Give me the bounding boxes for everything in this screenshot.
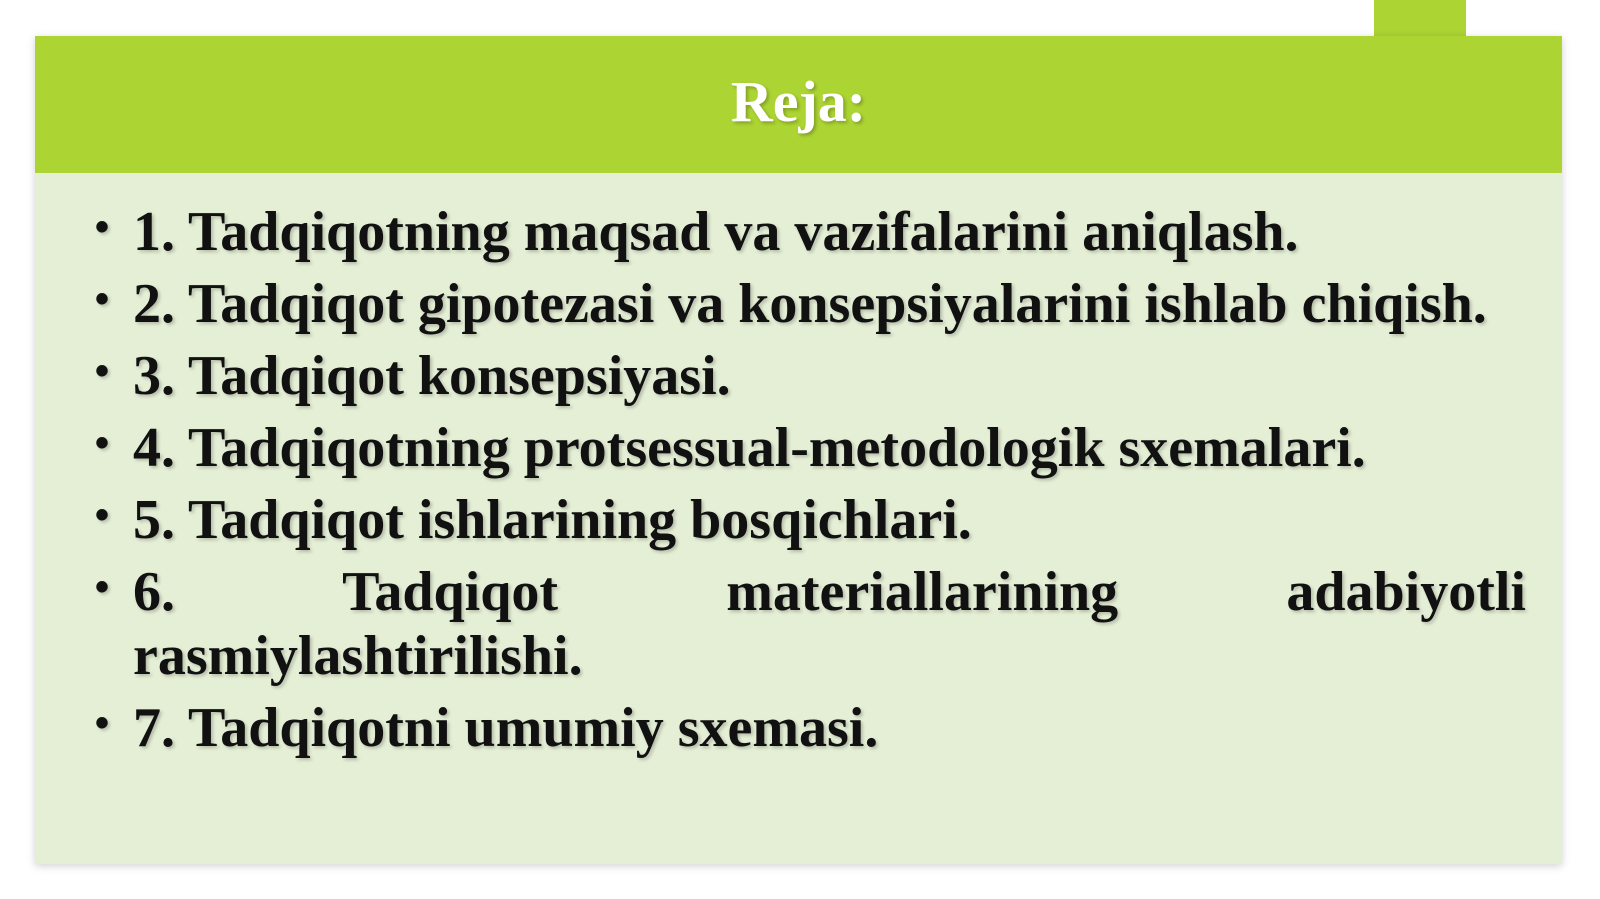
- plan-item-text: 6. Tadqiqot materiallarining adabiyotli rasmiylashtirilishi.: [133, 561, 1526, 687]
- plan-item-text: 3. Tadqiqot konsepsiyasi.: [133, 345, 731, 407]
- plan-item-text: 1. Tadqiqotning maqsad va vazifalarini aniqlash.: [133, 201, 1299, 263]
- title-bar: [35, 36, 1562, 173]
- bullet-icon: •: [95, 493, 110, 537]
- plan-item-3: [95, 344, 1526, 408]
- plan-item-6: [95, 560, 1526, 688]
- bullet-icon: •: [95, 277, 110, 321]
- bullet-icon: •: [95, 421, 110, 465]
- bullet-icon: •: [95, 349, 110, 393]
- plan-item-7: [95, 696, 1526, 760]
- plan-item-1: [95, 200, 1526, 264]
- bullet-icon: •: [95, 565, 110, 609]
- plan-item-4: [95, 416, 1526, 480]
- corner-tab-decoration: [1374, 0, 1466, 36]
- slide-panel: [35, 36, 1562, 864]
- plan-list: [35, 200, 1562, 768]
- bullet-icon: •: [95, 701, 110, 745]
- plan-item-text: 7. Tadqiqotni umumiy sxemasi.: [133, 697, 879, 759]
- plan-item-text: 4. Tadqiqotning protsessual-metodologik sxemalari.: [133, 417, 1366, 479]
- bullet-icon: •: [95, 205, 110, 249]
- plan-item-2: [95, 272, 1526, 336]
- slide-title: Reja:: [730, 69, 867, 134]
- plan-item-text: 2. Tadqiqot gipotezasi va konsepsiyalarini ishlab chiqish.: [133, 273, 1487, 335]
- plan-item-5: [95, 488, 1526, 552]
- plan-item-text: 5. Tadqiqot ishlarining bosqichlari.: [133, 489, 972, 551]
